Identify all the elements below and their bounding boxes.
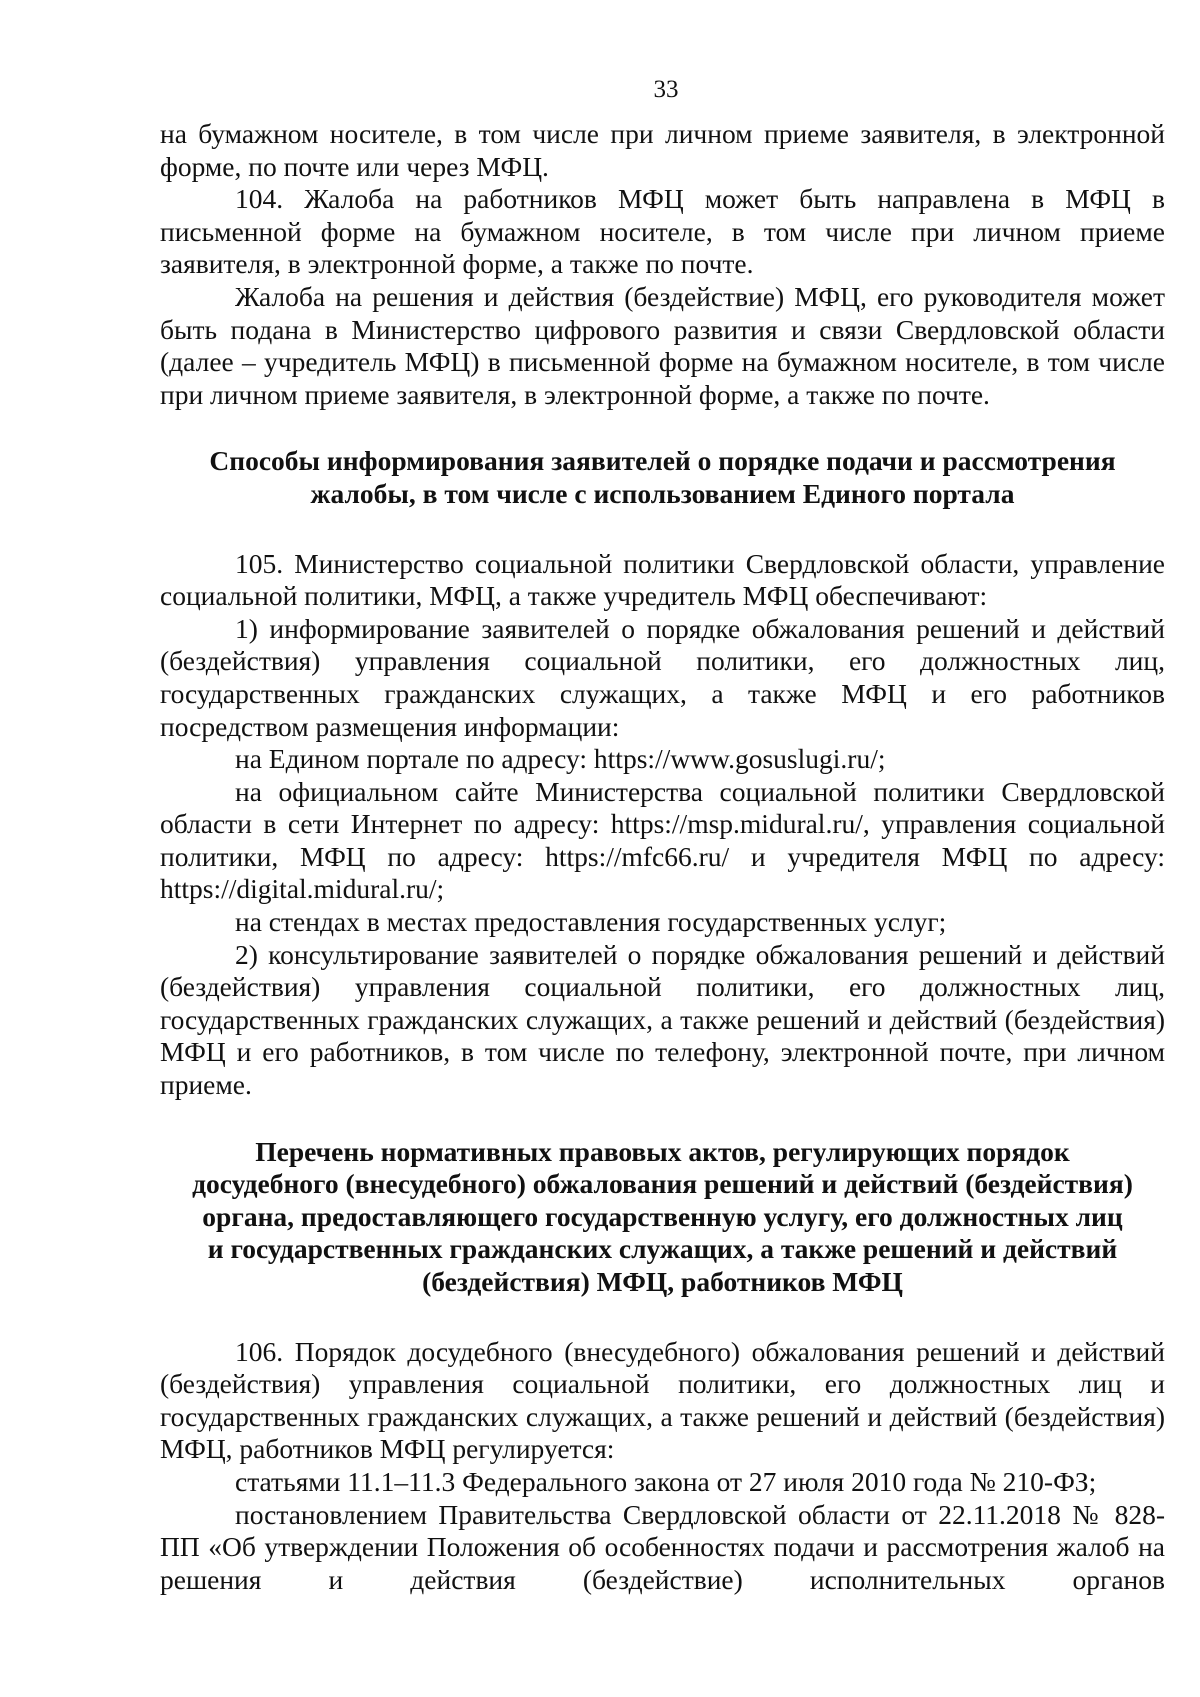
paragraph-106: 106. Порядок досудебного (внесудебного) обжалования решений и действий (бездействия) управления социальной политики, его должностных лиц и государственных гражданских служащих, а также решений и действий (бездействия) МФЦ, работников МФЦ регулируется:: [160, 1335, 1165, 1465]
document-body: [160, 118, 1165, 1596]
heading-line: досудебного (внесудебного) обжалования решений и действий (бездействия): [192, 1168, 1133, 1200]
paragraph-unified-portal: на Едином портале по адресу: https://www.gosuslugi.ru/;: [235, 743, 886, 775]
heading-line: жалобы, в том числе с использованием Единого портала: [310, 477, 1015, 509]
heading-line: Способы информирования заявителей о порядке подачи и рассмотрения: [209, 445, 1116, 477]
paragraph-continuation: на бумажном носителе, в том числе при личном приеме заявителя, в электронной форме, по почте или через МФЦ.: [160, 118, 1165, 182]
paragraph-105: 105. Министерство социальной политики Свердловской области, управление социальной политики, МФЦ, а также учредитель МФЦ обеспечивают:: [160, 547, 1165, 612]
heading-line: Перечень нормативных правовых актов, регулирующих порядок: [255, 1135, 1070, 1167]
paragraph-official-sites: на официальном сайте Министерства социальной политики Свердловской области в сети Интернет по адресу: https://msp.midural.ru/, управления социальной политики, МФЦ по адресу: https://mfc66.ru/ и учредителя МФЦ по адресу: https://digital.midural.ru/;: [160, 775, 1165, 905]
heading-line: органа, предоставляющего государственную услугу, его должностных лиц: [202, 1200, 1123, 1232]
paragraph-104: 104. Жалоба на работников МФЦ может быть направлена в МФЦ в письменной форме на бумажном носителе, в том числе при личном приеме заявителя, в электронной форме, а также по почте.: [160, 183, 1165, 280]
paragraph-item-1: 1) информирование заявителей о порядке обжалования решений и действий (бездействия) управления социальной политики, его должностных лиц, государственных гражданских служащих, а также МФЦ и его работников посредством размещения информации:: [160, 612, 1165, 742]
section-heading-legal-acts: [160, 1136, 1165, 1299]
paragraph-complaint-mfc-head: Жалоба на решения и действия (бездействие) МФЦ, его руководителя может быть подана в Министерство цифрового развития и связи Свердловской области (далее – учредитель МФЦ) в письменной форме на бумажном носителе, в том числе при личном приеме заявителя, в электронной форме, а также по почте.: [160, 280, 1165, 410]
heading-line: (бездействия) МФЦ, работников МФЦ: [422, 1266, 903, 1297]
section-heading-informing: [160, 445, 1165, 510]
paragraph-item-2: 2) консультирование заявителей о порядке обжалования решений и действий (бездействия) управления социальной политики, его должностных лиц, государственных гражданских служащих, а также решений и действий (бездействия) МФЦ и его работников, в том числе по телефону, электронной почте, при личном приеме.: [160, 938, 1165, 1101]
paragraph-federal-law: статьями 11.1–11.3 Федерального закона от 27 июля 2010 года № 210-ФЗ;: [235, 1465, 1097, 1497]
heading-line: и государственных гражданских служащих, а также решений и действий: [207, 1233, 1118, 1265]
page-number: 33: [653, 76, 679, 103]
paragraph-stands: на стендах в местах предоставления государственных услуг;: [235, 906, 947, 938]
paragraph-government-resolution: постановлением Правительства Свердловской области от 22.11.2018 № 828-ПП «Об утверждении Положения об особенностях подачи и рассмотрения жалоб на решения и действия (бездействие) исполнительных органов: [160, 1498, 1165, 1595]
